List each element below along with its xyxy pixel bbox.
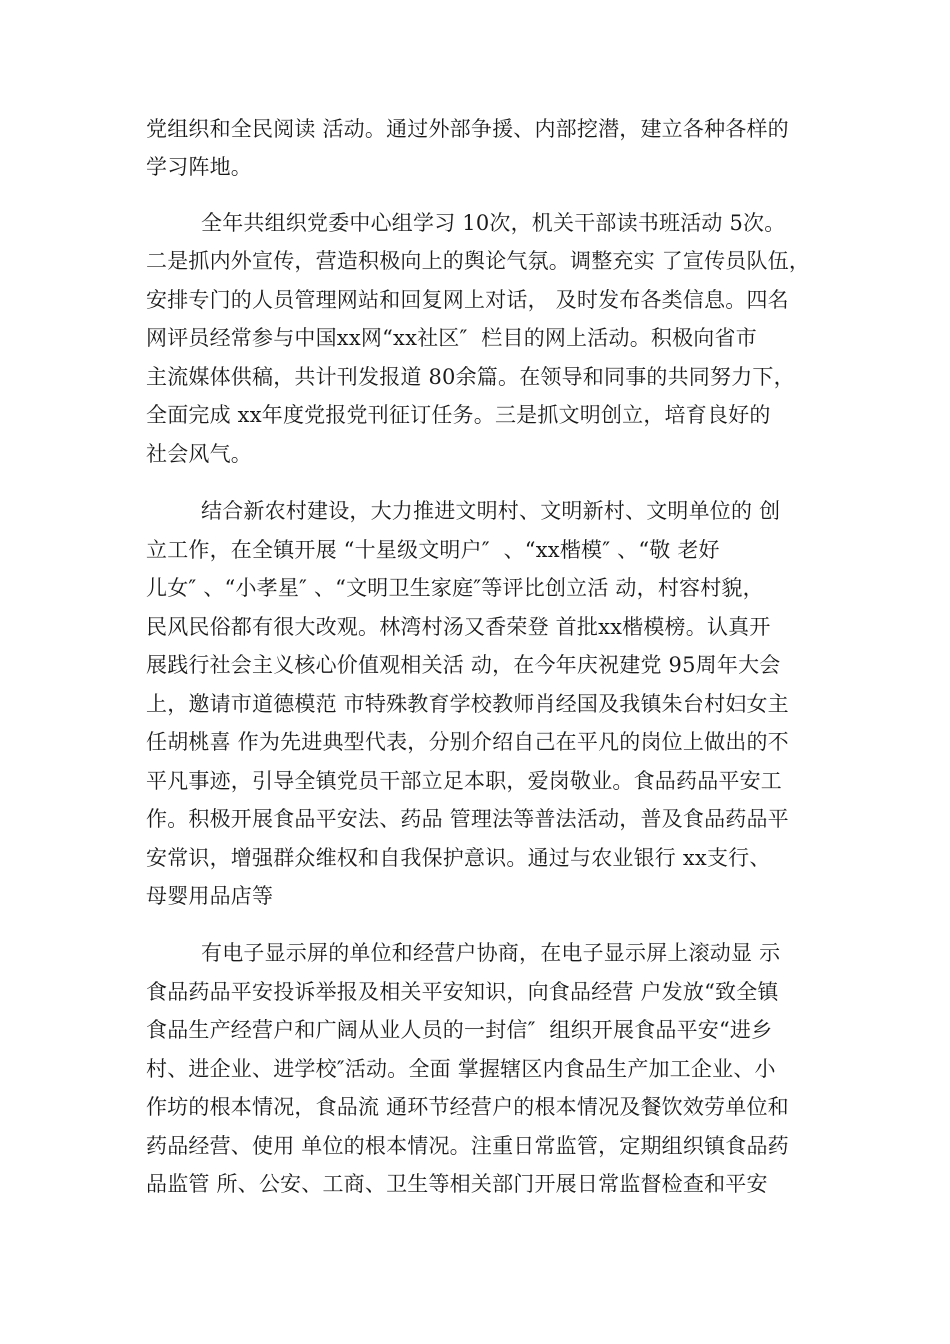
text-line: 作坊的根本情况，食品流 通环节经营户的根本情况及餐饮效劳单位和 xyxy=(146,1095,789,1119)
text-line: 党组织和全民阅读 活动。通过外部争援、内部挖潜，建立各种各样的 xyxy=(146,117,789,141)
text-line: 安常识，增强群众维权和自我保护意识。通过与农业银行 xx支行、 xyxy=(146,846,771,870)
text-line: 展践行社会主义核心价值观相关活 动，在今年庆祝建党 95周年大会 xyxy=(146,653,781,677)
text-line: 结合新农村建设，大力推进文明村、文明新村、文明单位的 创 xyxy=(201,499,781,523)
text-line: 平凡事迹，引导全镇党员干部立足本职，爱岗敬业。食品药品平安工 xyxy=(146,769,782,793)
text-line: 食品生产经营户和广阔从业人员的一封信″ 组织开展食品平安“进乡 xyxy=(146,1018,773,1042)
text-line: 安排专门的人员管理网站和回复网上对话， 及时发布各类信息。四名 xyxy=(146,288,789,312)
text-line: 村、进企业、进学校″活动。全面 掌握辖区内食品生产加工企业、小 xyxy=(146,1057,776,1081)
text-line: 作。积极开展食品平安法、药品 管理法等普法活动，普及食品药品平 xyxy=(146,807,789,831)
text-line: 网评员经常参与中国xx网“xx社区″ 栏目的网上活动。积极向省市 xyxy=(146,326,757,350)
text-line: 母婴用品店等 xyxy=(146,884,274,908)
text-line: 全面完成 xx年度党报党刊征订任务。三是抓文明创立，培育良好的 xyxy=(146,403,771,427)
text-line: 有电子显示屏的单位和经营户协商，在电子显示屏上滚动显 示 xyxy=(201,941,781,965)
text-line: 儿女″ 、“小孝星″ 、“文明卫生家庭″等评比创立活 动，村容村貌， xyxy=(146,576,764,600)
text-line: 全年共组织党委中心组学习 10次，机关干部读书班活动 5次。 xyxy=(201,211,786,235)
text-line: 社会风气。 xyxy=(146,442,252,466)
text-line: 主流媒体供稿，共计刊发报道 80余篇。在领导和同事的共同努力下， xyxy=(146,365,795,389)
text-line: 二是抓内外宣传，营造积极向上的舆论气氛。调整充实 了宣传员队伍， xyxy=(146,249,811,273)
text-line: 民风民俗都有很大改观。林湾村汤又香荣登 首批xx楷模榜。认真开 xyxy=(146,615,771,639)
text-line: 上，邀请市道德模范 市特殊教育学校教师肖经国及我镇朱台村妇女主 xyxy=(146,692,789,716)
text-line: 任胡桃喜 作为先进典型代表，分别介绍自己在平凡的岗位上做出的不 xyxy=(146,730,789,754)
text-line: 药品经营、使用 单位的根本情况。注重日常监管，定期组织镇食品药 xyxy=(146,1134,789,1158)
text-line: 品监管 所、公安、工商、卫生等相关部门开展日常监督检查和平安 xyxy=(146,1172,768,1196)
text-line: 立工作，在全镇开展 “十星级文明户″ 、“xx楷模″ 、“敬 老好 xyxy=(146,538,720,562)
text-line: 学习阵地。 xyxy=(146,155,252,179)
text-line: 食品药品平安投诉举报及相关平安知识，向食品经营 户发放“致全镇 xyxy=(146,980,779,1004)
